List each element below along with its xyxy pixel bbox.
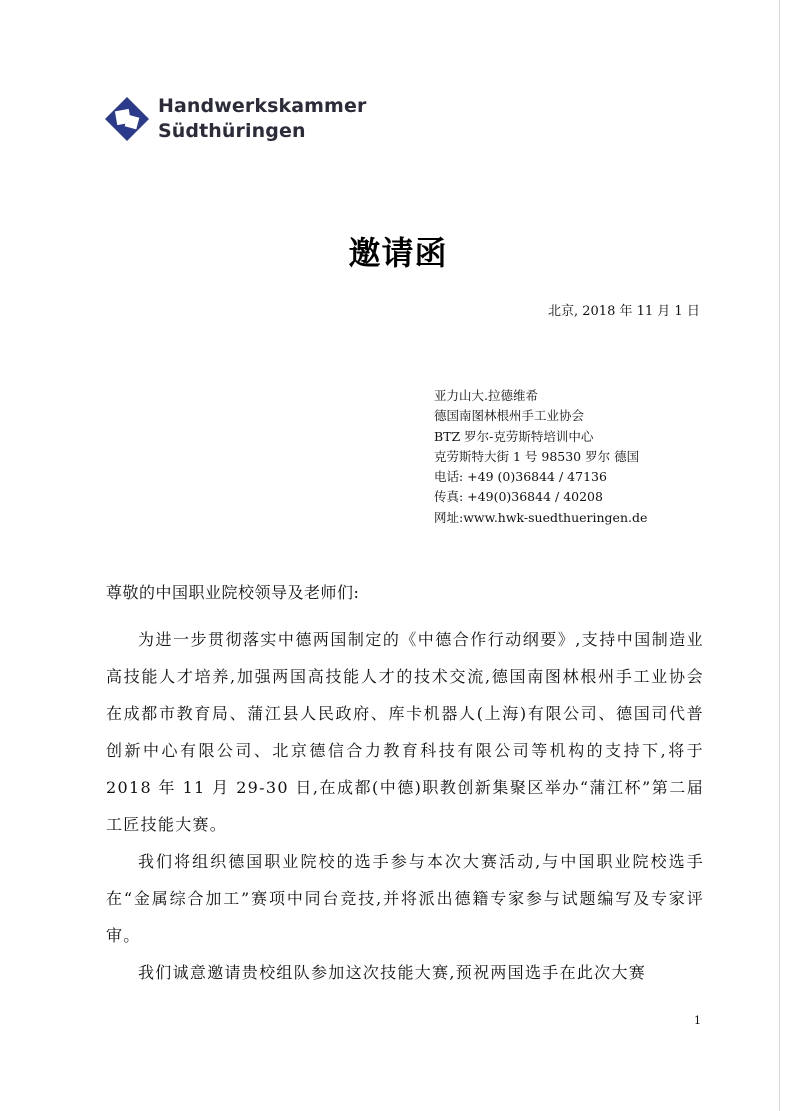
logo-line-1: Handwerkskammer: [158, 95, 367, 117]
logo-line-2: Südthüringen: [158, 120, 306, 142]
page-number: 1: [694, 1014, 701, 1027]
sender-address: 克劳斯特大街 1 号 98530 罗尔 德国: [434, 448, 640, 464]
sender-website: 网址:www.hwk-suedthueringen.de: [434, 509, 648, 525]
sender-phone: 电话: +49 (0)36844 / 47136: [434, 469, 607, 485]
sender-center: BTZ 罗尔-克劳斯特培训中心: [434, 428, 594, 444]
sender-fax: 传真: +49(0)36844 / 40208: [434, 489, 603, 505]
logo-mark-icon: [104, 96, 150, 142]
body-paragraph-2: 我们将组织德国职业院校的选手参与本次大赛活动,与中国职业院校选手在“金属综合加工”赛项中同台竞技,并将派出德籍专家参与试题编写及专家评审。: [106, 852, 704, 945]
page-edge: [779, 0, 796, 1111]
logo: [104, 94, 404, 144]
sender-block: [434, 386, 647, 528]
sender-organization: 德国南图林根州手工业协会: [434, 408, 585, 424]
sender-name: 亚力山大.拉德维希: [434, 388, 538, 403]
body-paragraph-3: 我们诚意邀请贵校组队参加这次技能大赛,预祝两国选手在此次大赛: [138, 963, 647, 982]
letter-date: 北京, 2018 年 11 月 1 日: [548, 304, 700, 319]
letter-body: [106, 621, 704, 991]
body-paragraph-1: 为进一步贯彻落实中德两国制定的《中德合作行动纲要》,支持中国制造业高技能人才培养,加强两国高技能人才的技术交流,德国南图林根州手工业协会在成都市教育局、蒲江县人民政府、库卡机器人(上海)有限公司、德国司代普创新中心有限公司、北京德信合力教育科技有限公司等机构的支持下,将于 2018 年 11 月 29-30 日,在成都(中德)职教创新集聚区举办“蒲江杯”第二届工匠技能大赛。: [106, 630, 704, 834]
salutation: 尊敬的中国职业院校领导及老师们:: [106, 583, 360, 602]
document-title: 邀请函: [348, 234, 448, 272]
logo-text: [158, 94, 366, 144]
